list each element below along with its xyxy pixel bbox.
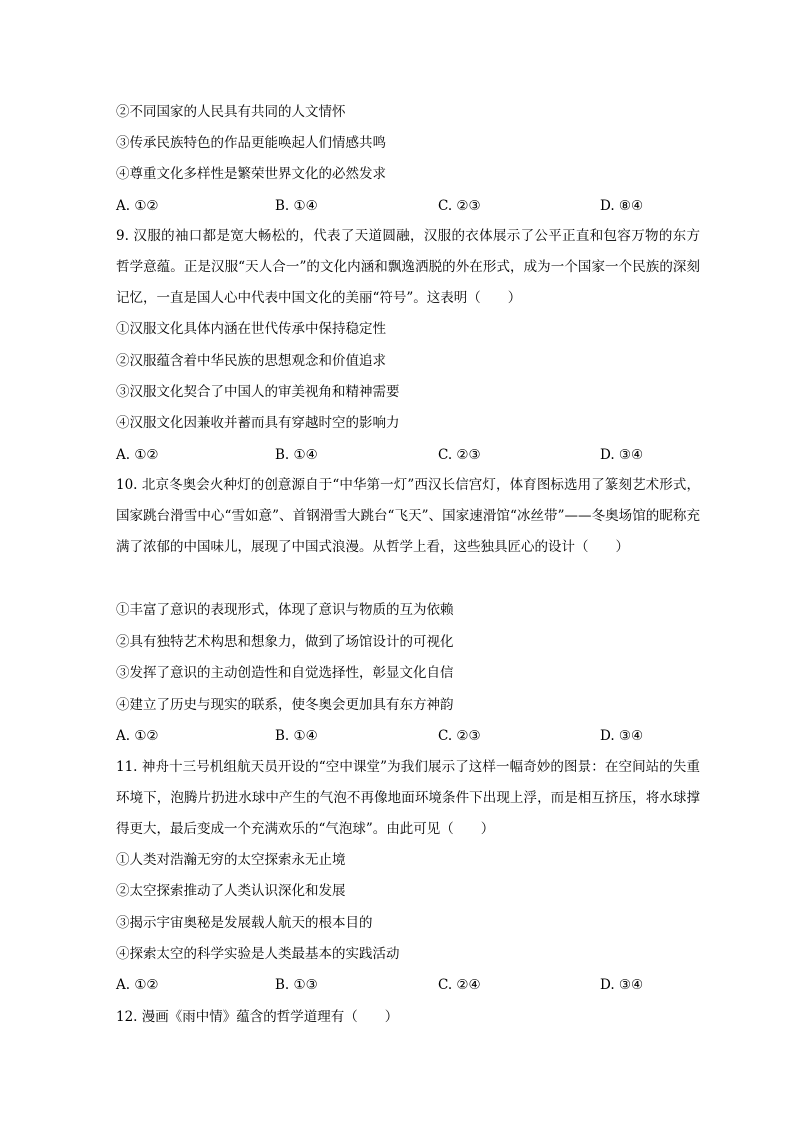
q10-option-1: ①丰富了意识的表现形式，体现了意识与物质的互为依赖 [116, 602, 454, 618]
q9-stem: 9. 汉服的袖口都是宽大畅松的，代表了天道圆融，汉服的衣体展示了公平正直和包容万物的东方哲学意蕴。正是汉服“天人合一”的文化内涵和飘逸洒脱的外在形式，成为一个国家一个民族的深刻记忆，一直是国人心中代表中国文化的美丽“符号”。这表明（ ） [116, 228, 700, 306]
q10-choice-c: C. ②③ [438, 728, 481, 744]
q11-option-4: ④探索太空的科学实验是人类最基本的实践活动 [116, 946, 400, 962]
q11-option-2: ②太空探索推动了人类认识深化和发展 [116, 883, 346, 899]
q9-choice-c: C. ②③ [438, 447, 481, 463]
q11-option-3: ③揭示宇宙奥秘是发展载人航天的根本目的 [116, 915, 373, 931]
q9-option-1: ①汉服文化具体内涵在世代传承中保持稳定性 [116, 321, 386, 337]
q11-choice-b: B. ①③ [275, 977, 318, 993]
q12-stem: 12. 漫画《雨中情》蕴含的哲学道理有（ ） [116, 1009, 399, 1025]
q9-option-2: ②汉服蕴含着中华民族的思想观念和价值追求 [116, 353, 386, 369]
q8-choice-d: D. ⑧④ [600, 198, 644, 214]
q11-choice-c: C. ②④ [438, 977, 481, 993]
q8-option-4: ④尊重文化多样性是繁荣世界文化的必然发求 [116, 166, 386, 182]
q10-stem: 10. 北京冬奥会火种灯的创意源自于“中华第一灯”西汉长信宫灯，体育图标选用了篆刻艺术形式，国家跳台滑雪中心“雪如意”、首钢滑雪大跳台“飞天”、国家速滑馆“冰丝带”——冬奥场馆的昵称充满了浓郁的中国味儿，展现了中国式浪漫。从哲学上看，这些独具匠心的设计（ ） [116, 477, 700, 555]
q9-option-3: ③汉服文化契合了中国人的审美视角和精神需要 [116, 384, 400, 400]
q10-choice-a: A. ①② [116, 728, 159, 744]
q10-option-4: ④建立了历史与现实的联系，使冬奥会更加具有东方神韵 [116, 697, 454, 713]
q11-choice-a: A. ①② [116, 977, 159, 993]
q8-choice-c: C. ②③ [438, 198, 481, 214]
q8-choice-b: B. ①④ [275, 198, 318, 214]
q8-option-3: ③传承民族特色的作品更能唤起人们情感共鸣 [116, 135, 386, 151]
q9-option-4: ④汉服文化因兼收并蓄而具有穿越时空的影响力 [116, 415, 400, 431]
q11-option-1: ①人类对浩瀚无穷的太空探索永无止境 [116, 852, 346, 868]
q11-stem: 11. 神舟十三号机组航天员开设的“空中课堂”为我们展示了这样一幅奇妙的图景：在空间站的失重环境下，泡腾片扔进水球中产生的气泡不再像地面环境条件下出现上浮，而是相互挤压，将水球撑得更大，最后变成一个充满欢乐的“气泡球”。由此可见（ ） [116, 759, 700, 837]
q8-option-2: ②不同国家的人民具有共同的人文情怀 [116, 104, 346, 120]
q9-choice-a: A. ①② [116, 447, 159, 463]
q9-choice-b: B. ①④ [275, 447, 318, 463]
q9-choice-d: D. ③④ [600, 447, 644, 463]
q10-choice-b: B. ①④ [275, 728, 318, 744]
q10-option-3: ③发挥了意识的主动创造性和自觉选择性，彰显文化自信 [116, 665, 454, 681]
q10-option-2: ②具有独特艺术构思和想象力，做到了场馆设计的可视化 [116, 634, 454, 650]
q11-choice-d: D. ③④ [600, 977, 644, 993]
q8-choice-a: A. ①② [116, 198, 159, 214]
q10-choice-d: D. ③④ [600, 728, 644, 744]
